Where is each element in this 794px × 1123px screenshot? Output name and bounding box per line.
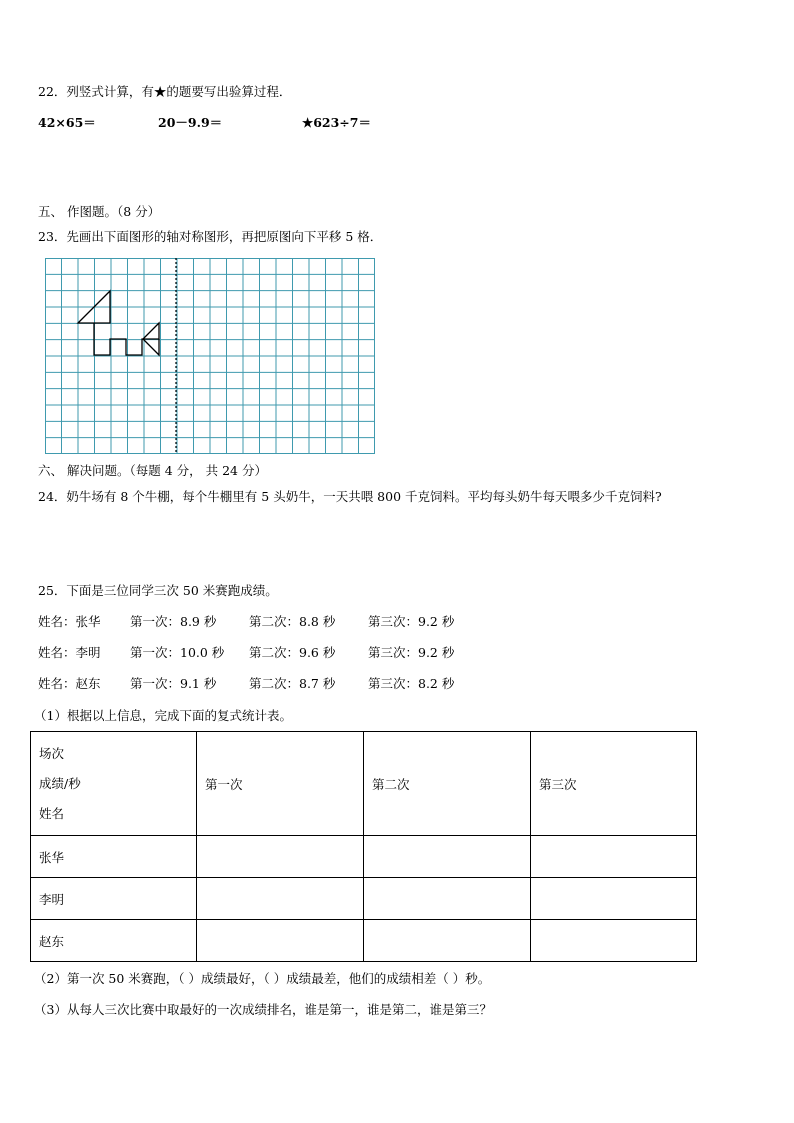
table-row xyxy=(31,836,697,878)
empty-cell[interactable] xyxy=(364,878,531,920)
record-third: 第三次：8.2 秒 xyxy=(368,676,455,691)
q22-item-2: 20－9.9＝ xyxy=(158,115,223,130)
record-third: 第三次：9.2 秒 xyxy=(368,645,455,660)
q24-title: 24．奶牛场有 8 个牛棚，每个牛棚里有 5 头奶牛，一天共喂 800 千克饲料。平均每头奶牛每天喂多少千克饲料? xyxy=(38,489,662,504)
table-row xyxy=(31,920,697,962)
stat-table xyxy=(30,731,697,962)
empty-cell[interactable] xyxy=(197,878,364,920)
empty-cell[interactable] xyxy=(197,920,364,962)
record-third: 第三次：9.2 秒 xyxy=(368,614,455,629)
table-row xyxy=(31,878,697,920)
corner-label-score: 成绩/秒 xyxy=(39,775,81,791)
q22-title: 22．列竖式计算，有★的题要写出验算过程． xyxy=(38,84,292,99)
q25-part3: （3）从每人三次比赛中取最好的一次成绩排名，谁是第一，谁是第二，谁是第三？ xyxy=(34,1002,492,1017)
row-header: 张华 xyxy=(31,836,197,878)
q25-part2: （2）第一次 50 米赛跑，（ ）成绩最好，（ ）成绩最差，他们的成绩相差（ ）秒。 xyxy=(34,971,491,986)
record-name: 姓名：赵东 xyxy=(38,676,101,691)
empty-cell[interactable] xyxy=(531,836,697,878)
column-header: 第一次 xyxy=(197,732,364,836)
empty-cell[interactable] xyxy=(364,920,531,962)
corner-label-name: 姓名 xyxy=(39,805,65,821)
table-header-row xyxy=(31,732,697,836)
record-name: 姓名：张华 xyxy=(38,614,101,629)
q25-title: 25．下面是三位同学三次 50 米赛跑成绩。 xyxy=(38,583,278,598)
q22-item-3: ★623÷7＝ xyxy=(302,115,371,130)
q25-part1: （1）根据以上信息，完成下面的复式统计表。 xyxy=(34,708,292,723)
row-header: 李明 xyxy=(31,878,197,920)
table-corner-cell xyxy=(31,732,197,836)
grid-lines xyxy=(45,258,375,454)
q23-title: 23．先画出下面图形的轴对称图形，再把原图向下平移 5 格． xyxy=(38,229,383,244)
empty-cell[interactable] xyxy=(531,878,697,920)
column-header: 第二次 xyxy=(364,732,531,836)
q22-item-1: 42×65＝ xyxy=(38,115,96,130)
section6-title: 六、 解决问题。（每题 4 分， 共 24 分） xyxy=(38,463,267,478)
row-header: 赵东 xyxy=(31,920,197,962)
corner-label-round: 场次 xyxy=(39,745,65,761)
record-second: 第二次：8.8 秒 xyxy=(249,614,336,629)
record-first: 第一次：10.0 秒 xyxy=(130,645,225,660)
empty-cell[interactable] xyxy=(364,836,531,878)
record-first: 第一次：8.9 秒 xyxy=(130,614,217,629)
empty-cell[interactable] xyxy=(197,836,364,878)
record-name: 姓名：李明 xyxy=(38,645,101,660)
section5-title: 五、 作图题。（8 分） xyxy=(38,204,161,219)
column-header: 第三次 xyxy=(531,732,697,836)
grid-figure xyxy=(45,258,375,454)
record-second: 第二次：9.6 秒 xyxy=(249,645,336,660)
empty-cell[interactable] xyxy=(531,920,697,962)
record-second: 第二次：8.7 秒 xyxy=(249,676,336,691)
record-first: 第一次：9.1 秒 xyxy=(130,676,217,691)
